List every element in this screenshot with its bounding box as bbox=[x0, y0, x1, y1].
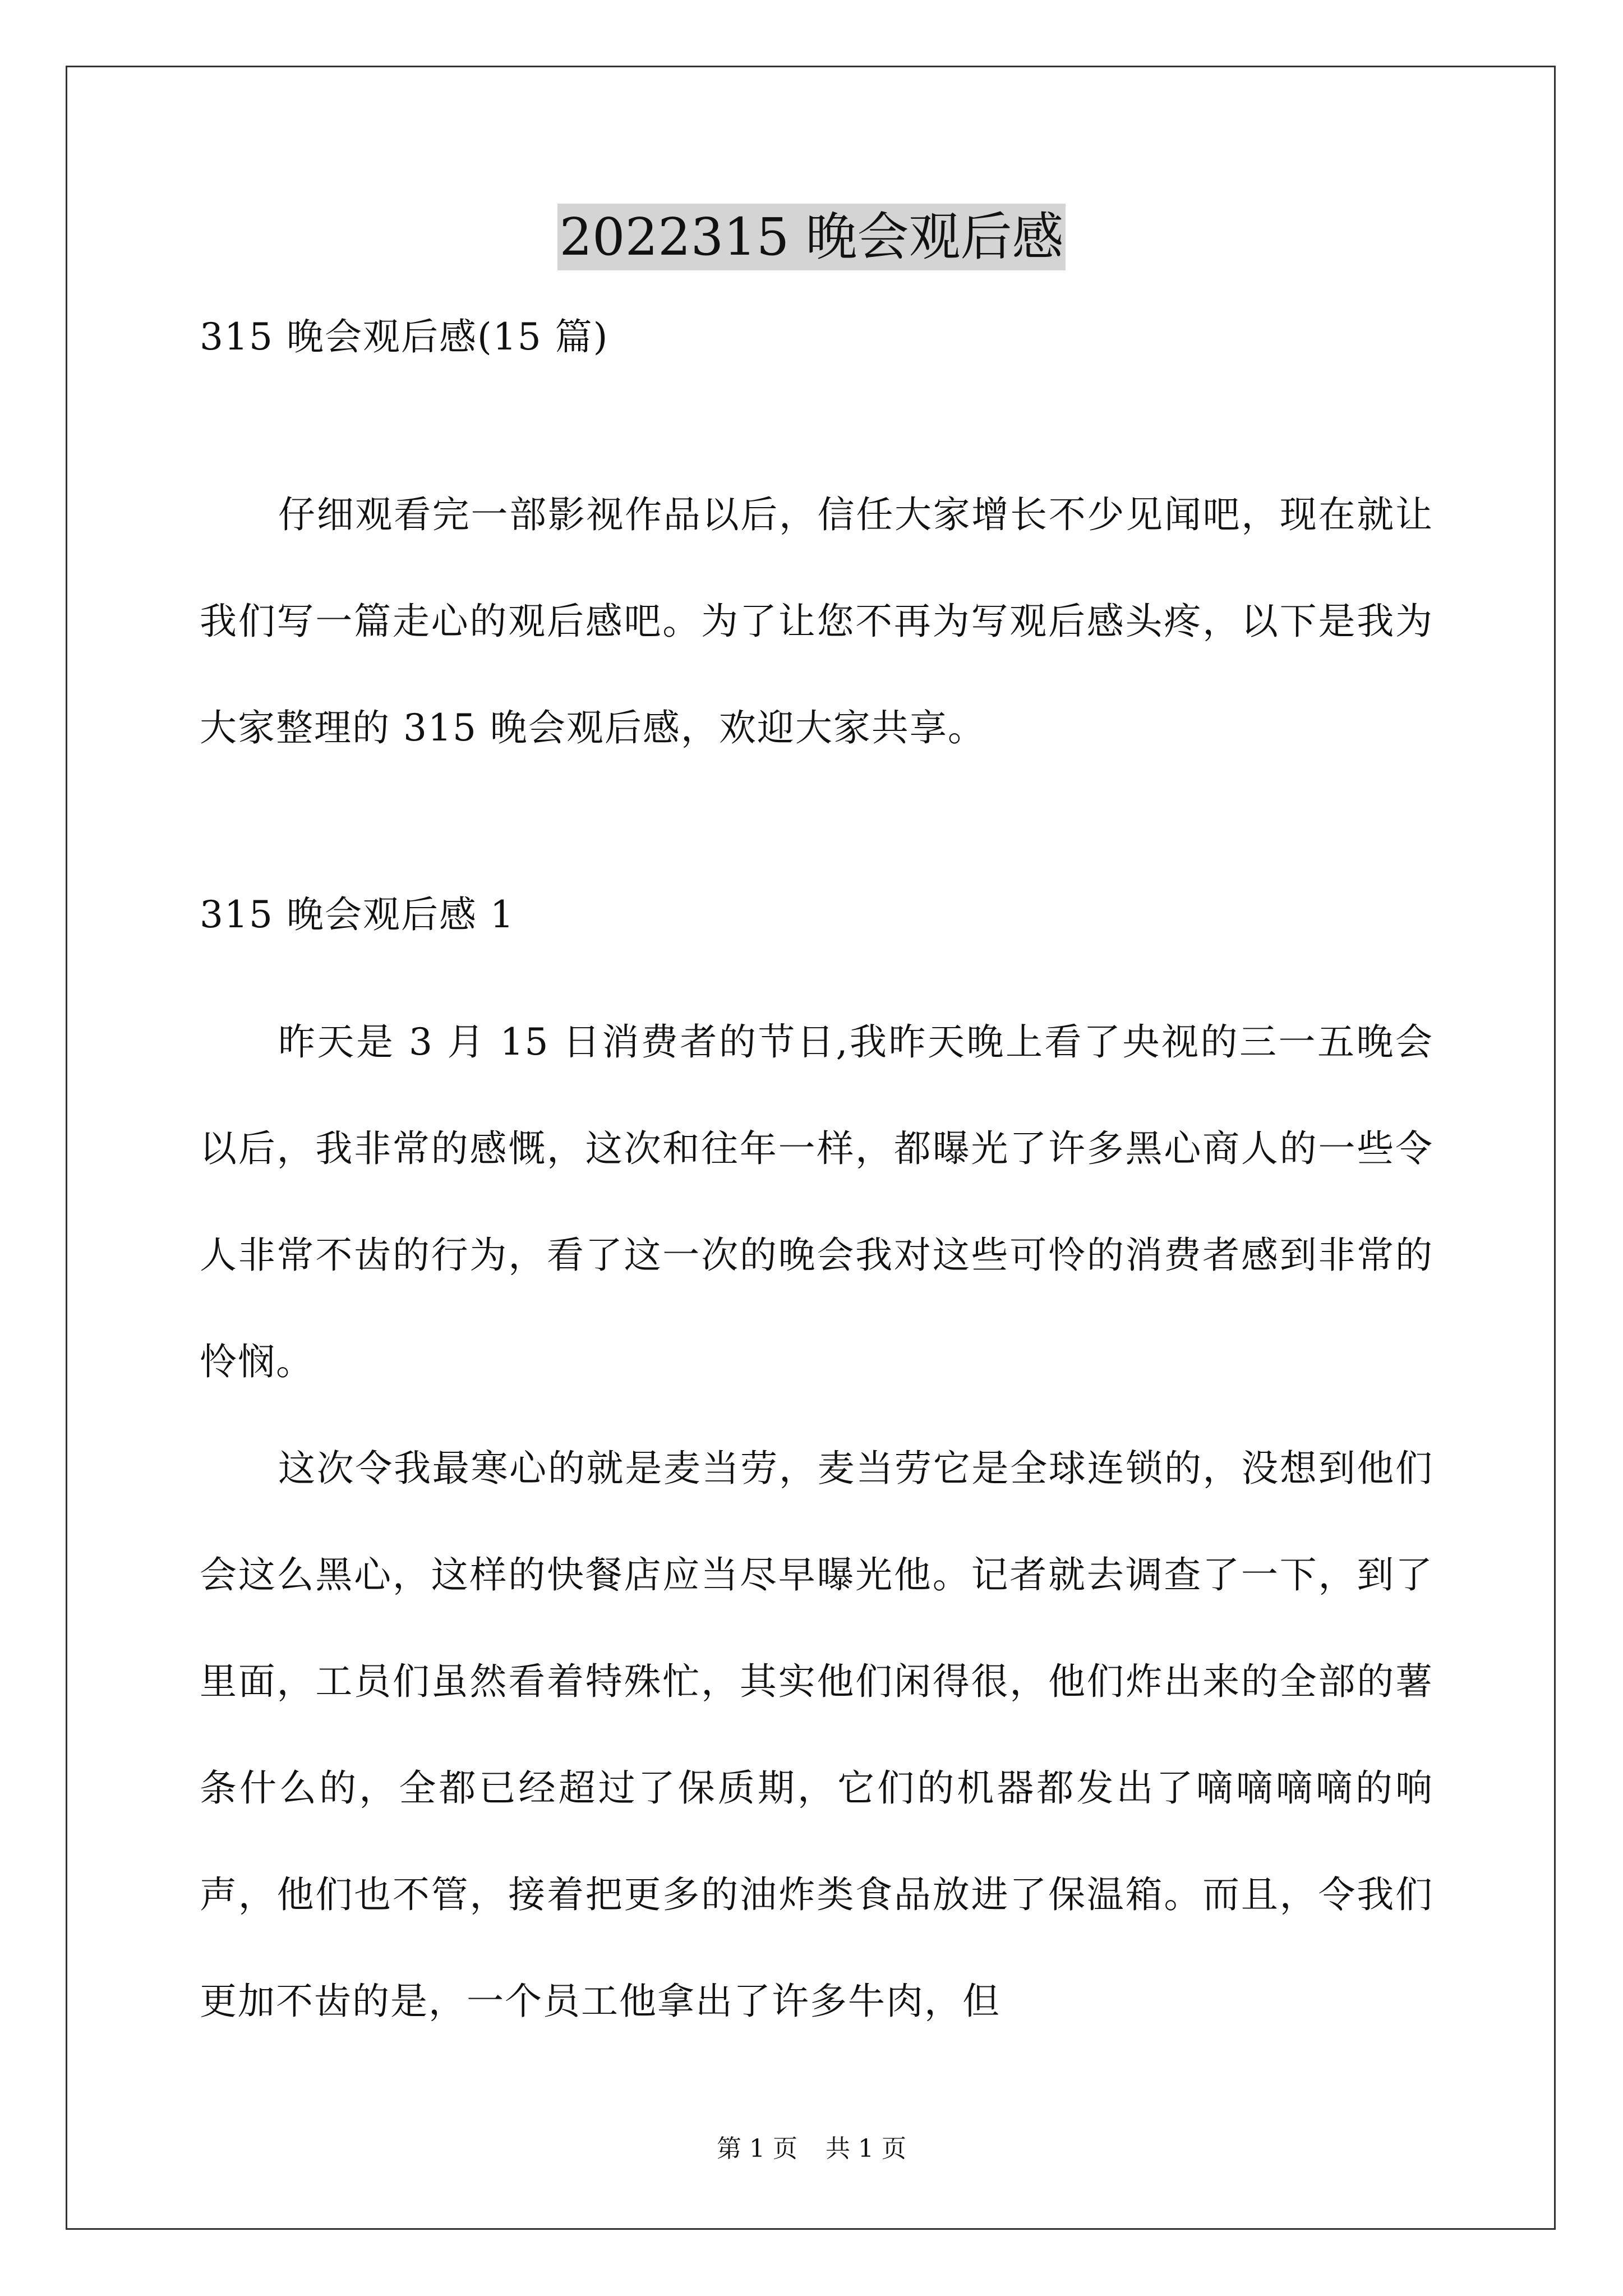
document-subtitle: 315 晚会观后感(15 篇) bbox=[200, 315, 609, 358]
document-title-text: 2022315 晚会观后感 bbox=[557, 204, 1066, 270]
intro-paragraph: 仔细观看完一部影视作品以后，信任大家增长不少见闻吧，现在就让我们写一篇走心的观后感吧。为了让您不再为写观后感头疼，以下是我为大家整理的 315 晚会观后感，欢迎大家共享。 bbox=[200, 493, 1433, 749]
section-heading: 315 晚会观后感 1 bbox=[200, 893, 515, 936]
page-footer bbox=[0, 2134, 1623, 2164]
document-title bbox=[0, 206, 1623, 268]
body-paragraph-1: 昨天是 3 月 15 日消费者的节日,我昨天晚上看了央视的三一五晚会以后，我非常的感慨，这次和往年一样，都曝光了许多黑心商人的一些令人非常不齿的行为，看了这一次的晚会我对这些可怜的消费者感到非常的怜悯。 bbox=[200, 1020, 1433, 1383]
body-paragraph-2: 这次令我最寒心的就是麦当劳，麦当劳它是全球连锁的，没想到他们会这么黑心，这样的快餐店应当尽早曝光他。记者就去调查了一下，到了里面，工员们虽然看着特殊忙，其实他们闲得很，他们炸出来的全部的薯条什么的，全都已经超过了保质期，它们的机器都发出了嘀嘀嘀嘀的响声，他们也不管，接着把更多的油炸类食品放进了保温箱。而且，令我们更加不齿的是，一个员工他拿出了许多牛肉，但 bbox=[200, 1447, 1433, 2023]
page-total: 共 1 页 bbox=[826, 2134, 906, 2163]
page-number: 第 1 页 bbox=[717, 2134, 797, 2163]
